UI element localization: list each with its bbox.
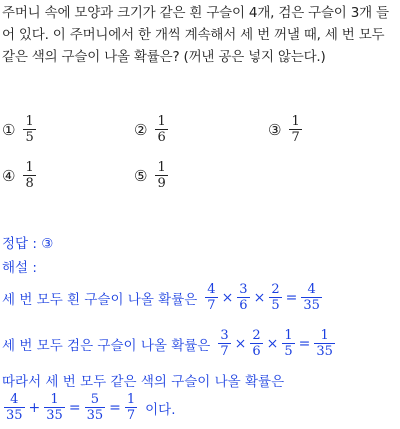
black-frac-3 [282,328,294,359]
black-frac-1 [218,328,230,359]
final-result [125,392,137,423]
numerator: 1 [320,328,329,343]
numerator: 4 [10,392,19,407]
numerator: 4 [307,282,316,297]
option-4-denominator: 8 [25,176,34,191]
numerator: 2 [252,328,261,343]
denominator: 35 [316,344,333,359]
option-5[interactable] [134,160,170,191]
explanation-black-line [2,328,337,359]
black-frac-2 [250,328,262,359]
option-1-denominator: 5 [25,130,34,145]
option-3-mark: ③ [268,120,282,139]
denominator: 7 [207,298,216,313]
explanation-white-line [2,282,324,313]
black-prob-text: 세 번 모두 검은 구슬이 나올 확률은 [2,337,211,354]
times-sign: × [221,289,234,306]
option-2-fraction [155,114,167,145]
option-1[interactable] [2,114,38,145]
option-1-numerator: 1 [25,114,34,129]
explanation-conclusion-text: 따라서 세 번 모두 같은 색의 구슬이 나올 확률은 [2,374,285,390]
white-result [301,282,322,313]
equals-sign: = [298,335,311,352]
answer-options [2,114,398,204]
option-3-denominator: 7 [291,130,300,145]
final-frac-1 [4,392,25,423]
numerator: 3 [220,328,229,343]
option-5-numerator: 1 [157,160,166,175]
option-1-mark: ① [2,120,16,139]
white-prob-text: 세 번 모두 흰 구슬이 나올 확률은 [2,291,198,308]
final-suffix: 이다. [145,401,176,418]
option-3-numerator: 1 [291,114,300,129]
option-4-numerator: 1 [25,160,34,175]
option-2-denominator: 6 [157,130,166,145]
option-3[interactable] [268,114,304,145]
denominator: 7 [220,344,229,359]
option-4-fraction [23,160,35,191]
numerator: 1 [284,328,293,343]
explanation-label: 해설 : [2,260,37,276]
equals-sign: = [68,399,81,416]
equals-sign: = [109,399,121,416]
numerator: 1 [50,392,59,407]
option-5-fraction [155,160,167,191]
denominator: 35 [46,408,63,423]
problem-text: 주머니 속에 모양과 크기가 같은 흰 구슬이 4개, 검은 구슬이 3개 들어 있다. 이 주머니에서 한 개씩 계속해서 세 번 꺼낼 때, 세 번 모두 같은 색의 구슬이 나올 확률은? (꺼낸 공은 넣지 않는다.) [2,5,389,65]
final-frac-3 [85,392,106,423]
denominator: 6 [239,298,248,313]
denominator: 5 [271,298,280,313]
equals-sign: = [285,289,298,306]
option-3-fraction [289,114,301,145]
denominator: 35 [303,298,320,313]
option-2-numerator: 1 [157,114,166,129]
numerator: 4 [207,282,216,297]
option-1-fraction [23,114,35,145]
times-sign: × [253,289,266,306]
final-frac-2 [44,392,65,423]
denominator: 6 [252,344,261,359]
times-sign: × [234,335,247,352]
option-4[interactable] [2,160,38,191]
option-2-mark: ② [134,120,148,139]
white-frac-3 [269,282,281,313]
option-4-mark: ④ [2,166,16,185]
explanation-final-line [2,392,176,423]
numerator: 3 [239,282,248,297]
white-frac-1 [205,282,217,313]
numerator: 5 [90,392,99,407]
denominator: 35 [86,408,104,423]
option-5-denominator: 9 [157,176,166,191]
black-result [314,328,335,359]
white-frac-2 [237,282,249,313]
denominator: 7 [126,408,136,423]
denominator: 35 [6,408,23,423]
denominator: 5 [284,344,293,359]
option-2[interactable] [134,114,170,145]
plus-sign: + [28,399,41,416]
numerator: 1 [126,392,136,407]
option-5-mark: ⑤ [134,166,148,185]
times-sign: × [266,335,279,352]
answer-line: 정답 : ③ [2,236,54,252]
numerator: 2 [271,282,280,297]
